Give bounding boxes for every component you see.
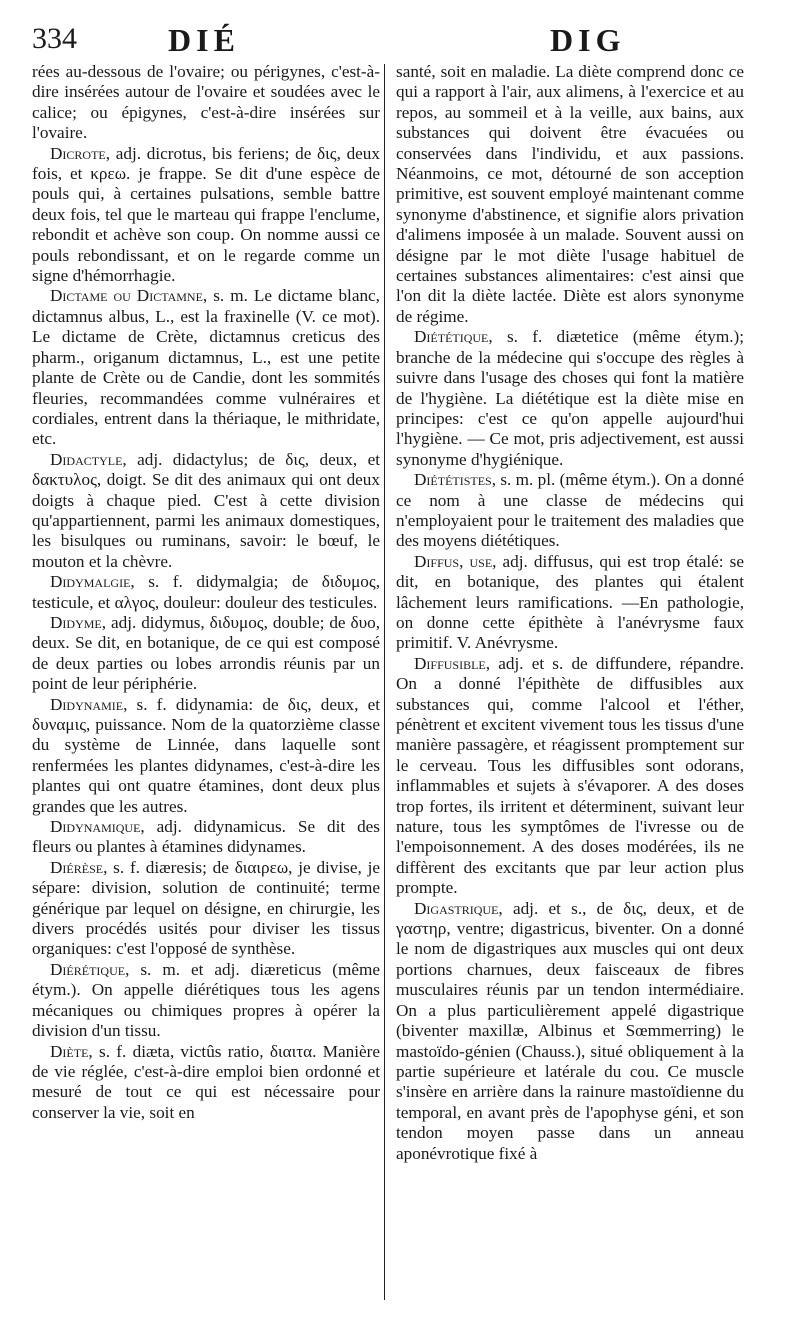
entry-headword: Diététistes bbox=[414, 470, 492, 490]
entry-text: , s. f. didynamia: de δις, deux, et δυναμις, puissance. Nom de la quatorzième classe du système de Linnée, dans laquelle sont renfermées les plantes didynames, c'est-à-dire les plantes qui ont quatre étamines, dont deux plus grandes que les autres. bbox=[32, 694, 380, 816]
entry-text: , adj. didynamicus. Se dit des fleurs ou plantes à étamines didynames. bbox=[32, 817, 380, 857]
entry-headword: Digastrique bbox=[414, 898, 499, 918]
entry-headword: Didactyle bbox=[50, 449, 123, 469]
dictionary-entry bbox=[32, 695, 380, 817]
left-column bbox=[32, 62, 380, 1123]
entry-text: , s. m. Le dictame blanc, dictamnus albus, L., est la fraxinelle (V. ce mot). Le dictame de Crète, dictamnus creticus des pharm., origanum dictamnus, L., est une petite plante de Crète ou de Candie, dont les sommités fleuries, recommandées comme vulnéraires et cordiales, entrent dans la thériaque, le mithridate, etc. bbox=[32, 286, 380, 449]
dictionary-entry bbox=[32, 144, 380, 287]
dictionary-entry bbox=[396, 327, 744, 470]
entry-text: , adj. et s. de diffundere, répandre. On a donné l'épithète de diffusibles aux substances qui, comme l'alcool et l'éther, pénètrent et excitent vivement tous les tissus d'une manière passagère, et réagissent promptement sur le cerveau. Tous les diffusibles sont odorans, inflammables et sujets à s'évaporer. A des doses trop fortes, ils irritent et déterminent, suivant leur nature, tous les symptômes de l'ivresse ou de l'empoisonnement. A des doses modérées, ils ne diffèrent des excitants que par leur action plus prompte. bbox=[396, 653, 744, 898]
entry-headword: Dicrote bbox=[50, 143, 106, 163]
column-divider bbox=[384, 64, 385, 1300]
page-header bbox=[32, 22, 744, 62]
dictionary-entry bbox=[32, 286, 380, 449]
entry-text: , s. f. didymalgia; de διδυμος, testicule, et αλγος, douleur: douleur des testicules. bbox=[32, 572, 380, 612]
page-number: 334 bbox=[32, 22, 77, 55]
entry-text: , s. f. diæta, victûs ratio, διαιτα. Manière de vie réglée, c'est-à-dire emploi bien ordonné et mesuré de tout ce qui est nécessaire pour conserver la vie, soit en bbox=[32, 1041, 380, 1122]
dictionary-entry bbox=[32, 572, 380, 613]
entry-headword: Diérétique bbox=[50, 959, 126, 979]
entry-text: , adj. diffusus, qui est trop étalé: se dit, en botanique, des plantes qui étalent lâchement leurs ramifications. —En pathologie, on donne cette épithète à l'anévrysme faux primitif. V. Anévrysme. bbox=[396, 551, 744, 653]
entry-continuation bbox=[396, 62, 744, 327]
entry-headword: Diète bbox=[50, 1041, 89, 1061]
entry-text: , adj. dicrotus, bis feriens; de δις, deux fois, et κρεω. je frappe. Se dit d'une espèce de pouls qui, à certaines pulsations, semble battre deux fois, tel que le marteau qui frappe l'enclume, rebondit et achève son coup. On nomme aussi ce pouls rebondissant, et on le regarde comme un signe d'hémorrhagie. bbox=[32, 143, 380, 286]
dictionary-entry bbox=[396, 899, 744, 1164]
dictionary-entry bbox=[32, 1042, 380, 1124]
entry-headword: Didynamie bbox=[50, 694, 124, 714]
dictionary-entry bbox=[32, 613, 380, 695]
entry-headword: Didyme bbox=[50, 612, 102, 632]
entry-headword: Diffusible bbox=[414, 653, 486, 673]
entry-headword: Diérèse bbox=[50, 857, 104, 877]
entry-headword: Dictame ou Dictamne bbox=[50, 286, 203, 306]
entry-text: santé, soit en maladie. La diète comprend donc ce qui a rapport à l'air, aux alimens, à l'exercice et au repos, au sommeil et à la veille, aux bains, aux substances qui doivent être évacuées ou conservées dans l'individu, et aux passions. Néanmoins, ce mot, détourné de son acception primitive, est souvent employé maintenant comme synonyme d'abstinence, et signifie alors privation d'alimens imposée à un malade. Souvent aussi on désigne par le mot diète l'usage habituel de certaines substances alimentaires: c'est ainsi que l'on dit la diète lactée. Diète est alors synonyme de régime. bbox=[396, 62, 744, 326]
entry-text: , s. m. pl. (même étym.). On a donné ce nom à une classe de médecins qui n'employaient pour le traitement des maladies que des moyens diététiques. bbox=[396, 470, 744, 551]
dictionary-entry bbox=[396, 552, 744, 654]
entry-text: , s. f. diæresis; de διαιρεω, je divise, je sépare: division, solution de continuité; terme générique par lequel on désigne, en chirurgie, les divers procédés usités pour diviser les tissus organiques: c'est l'opposé de synthèse. bbox=[32, 857, 380, 959]
running-head-right: DIG bbox=[550, 22, 626, 58]
dictionary-entry bbox=[32, 450, 380, 572]
entry-headword: Didynamique bbox=[50, 817, 141, 837]
entry-headword: Didymalgie bbox=[50, 572, 131, 592]
dictionary-entry bbox=[32, 817, 380, 858]
dictionary-entry bbox=[396, 470, 744, 552]
entry-headword: Diffus, use bbox=[414, 551, 493, 571]
running-head-left: DIÉ bbox=[168, 22, 240, 58]
entry-text: , s. m. et adj. diæreticus (même étym.). On appelle diérétiques tous les agens mécaniques ou chimiques propres à opérer la division d'un tissu. bbox=[32, 959, 380, 1041]
dictionary-entry bbox=[32, 858, 380, 960]
dictionary-entry bbox=[396, 654, 744, 899]
entry-headword: Diététique bbox=[414, 327, 489, 347]
entry-text: , adj. et s., de δις, deux, et de γαστηρ, ventre; digastricus, biventer. On a donné le nom de digastriques aux muscles qui ont deux portions charnues, deux faisceaux de fibres musculaires réunis par un tendon intermédiaire. On a plus particulièrement appelé digastrique (biventer maxillæ, Albinus et Sœmmerring) le mastoïdo-génien (Chauss.), situé obliquement à la partie supérieure et latérale du cou. Ce muscle s'insère en arrière dans la rainure mastoïdienne du temporal, en avant près de l'apophyse géni, et son tendon moyen passe dans un anneau aponévrotique fixé à bbox=[396, 898, 744, 1163]
entry-text: , s. f. diætetice (même étym.); branche de la médecine qui s'occupe des règles à suivre dans l'usage des choses qui font la matière de l'hygiène. La diététique est la diète mise en principes: c'est ce qu'on appelle aujourd'hui l'hygiène. — Ce mot, pris adjectivement, est aussi synonyme d'hygiénique. bbox=[396, 327, 744, 469]
right-column bbox=[396, 62, 744, 1164]
entry-text: , adj. didymus, διδυμος, double; de δυο, deux. Se dit, en botanique, de ce qui est composé de deux parties ou lobes arrondis réunis par un point de leur périphérie. bbox=[32, 612, 380, 694]
entry-text: , adj. didactylus; de δις, deux, et δακτυλος, doigt. Se dit des animaux qui ont deux doigts à chaque pied. C'est à cette division qu'appartiennent, parmi les animaux domestiques, les bisulques ou ruminans, savoir: le bœuf, le mouton et la chèvre. bbox=[32, 449, 380, 571]
entry-continuation bbox=[32, 62, 380, 144]
dictionary-entry bbox=[32, 960, 380, 1042]
entry-text: rées au-dessous de l'ovaire; ou périgynes, c'est-à-dire insérées autour de l'ovaire et soudées avec le calice; ou épigynes, c'est-à-dire insérées sur l'ovaire. bbox=[32, 62, 380, 143]
